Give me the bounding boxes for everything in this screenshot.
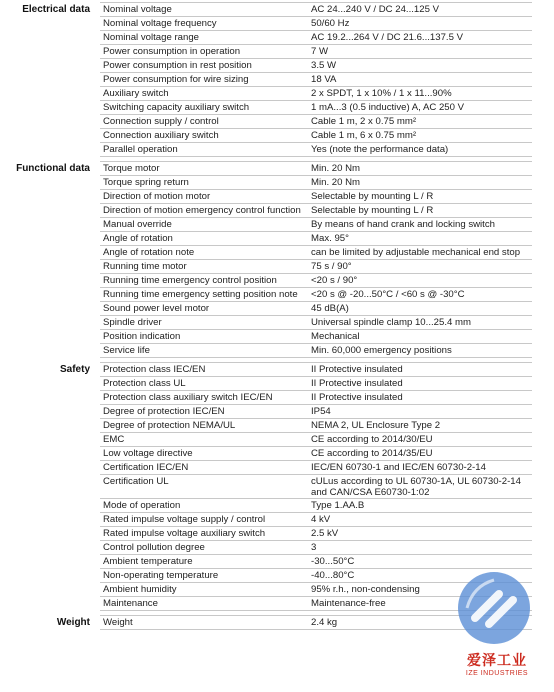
spec-label: EMC xyxy=(103,434,125,445)
spec-value: II Protective insulated xyxy=(311,364,403,375)
spec-label: Protection class IEC/EN xyxy=(103,364,206,375)
spec-label: Rated impulse voltage auxiliary switch xyxy=(103,528,266,539)
spec-value: 1 mA...3 (0.5 inductive) A, AC 250 V xyxy=(311,102,465,113)
spec-value: can be limited by adjustable mechanical end stop xyxy=(311,247,521,258)
watermark-brand-cn: 爱泽工业 xyxy=(467,652,527,668)
spec-value: Min. 60,000 emergency positions xyxy=(311,345,452,356)
spec-value: Min. 20 Nm xyxy=(311,163,361,174)
spec-label: Angle of rotation note xyxy=(103,247,195,258)
spec-value: 4 kV xyxy=(311,514,331,525)
spec-value: AC 19.2...264 V / DC 21.6...137.5 V xyxy=(311,32,463,43)
spec-row xyxy=(100,87,532,101)
spec-section xyxy=(0,2,554,157)
spec-label: Connection auxiliary switch xyxy=(103,130,219,141)
spec-label: Maintenance xyxy=(103,598,158,609)
spec-value: Selectable by mounting L / R xyxy=(311,205,434,216)
spec-label: Protection class auxiliary switch IEC/EN xyxy=(103,392,273,403)
spec-value: 2 x SPDT, 1 x 10% / 1 x 11...90% xyxy=(311,88,452,99)
spec-label: Running time emergency setting position note xyxy=(103,289,298,300)
spec-label: Connection supply / control xyxy=(103,116,219,127)
spec-row xyxy=(100,461,532,475)
spec-label: Service life xyxy=(103,345,150,356)
section-title: Functional data xyxy=(16,163,90,174)
spec-rows xyxy=(100,2,532,157)
spec-value: Type 1.AA.B xyxy=(311,500,365,511)
spec-row xyxy=(100,2,532,17)
spec-row xyxy=(100,447,532,461)
spec-value: 2.5 kV xyxy=(311,528,339,539)
spec-label: Direction of motion motor xyxy=(103,191,211,202)
spec-value: II Protective insulated xyxy=(311,378,403,389)
spec-row xyxy=(100,129,532,143)
spec-value: Max. 95° xyxy=(311,233,349,244)
spec-label: Parallel operation xyxy=(103,144,178,155)
spec-value: 7 W xyxy=(311,46,329,57)
spec-value: <20 s / 90° xyxy=(311,275,358,286)
spec-row xyxy=(100,362,532,377)
spec-label: Non-operating temperature xyxy=(103,570,219,581)
spec-label: Mode of operation xyxy=(103,500,181,511)
spec-value: Cable 1 m, 2 x 0.75 mm² xyxy=(311,116,417,127)
spec-row xyxy=(100,101,532,115)
spec-value: AC 24...240 V / DC 24...125 V xyxy=(311,4,439,15)
spec-label: Nominal voltage xyxy=(103,4,172,15)
spec-label: Protection class UL xyxy=(103,378,186,389)
spec-label: Weight xyxy=(103,617,133,628)
spec-row xyxy=(100,190,532,204)
spec-value: CE according to 2014/35/EU xyxy=(311,448,433,459)
spec-label: Ambient temperature xyxy=(103,556,193,567)
spec-row xyxy=(100,204,532,218)
spec-value: -30...50°C xyxy=(311,556,355,567)
spec-value: 50/60 Hz xyxy=(311,18,350,29)
spec-value: 3 xyxy=(311,542,317,553)
spec-value: -40...80°C xyxy=(311,570,355,581)
spec-label: Certification UL xyxy=(103,476,169,487)
section-title: Weight xyxy=(56,617,90,628)
spec-label: Manual override xyxy=(103,219,172,230)
spec-sheet xyxy=(0,2,554,630)
spec-label: Certification IEC/EN xyxy=(103,462,189,473)
spec-label: Power consumption for wire sizing xyxy=(103,74,249,85)
section-title: Electrical data xyxy=(22,4,90,15)
spec-row xyxy=(100,513,532,527)
spec-value: 75 s / 90° xyxy=(311,261,352,272)
spec-label: Spindle driver xyxy=(103,317,162,328)
spec-row xyxy=(100,302,532,316)
spec-label: Control pollution degree xyxy=(103,542,205,553)
spec-value: Maintenance-free xyxy=(311,598,386,609)
spec-value: By means of hand crank and locking switch xyxy=(311,219,495,230)
spec-row xyxy=(100,260,532,274)
section-title: Safety xyxy=(59,364,90,375)
spec-value: Selectable by mounting L / R xyxy=(311,191,434,202)
watermark-brand-en: IZE INDUSTRIES xyxy=(465,670,529,677)
spec-row xyxy=(100,176,532,190)
spec-value: Yes (note the performance data) xyxy=(311,144,449,155)
spec-row xyxy=(100,391,532,405)
spec-row xyxy=(100,377,532,391)
spec-value: IEC/EN 60730-1 and IEC/EN 60730-2-14 xyxy=(311,462,486,473)
spec-label: Power consumption in operation xyxy=(103,46,241,57)
spec-label: Auxiliary switch xyxy=(103,88,169,99)
spec-row xyxy=(100,143,532,157)
spec-label: Angle of rotation xyxy=(103,233,173,244)
spec-row xyxy=(100,31,532,45)
spec-row xyxy=(100,274,532,288)
spec-value: Cable 1 m, 6 x 0.75 mm² xyxy=(311,130,417,141)
spec-label: Running time emergency control position xyxy=(103,275,277,286)
spec-row xyxy=(100,59,532,73)
spec-label: Running time motor xyxy=(103,261,187,272)
spec-row xyxy=(100,499,532,513)
ize-logo-icon xyxy=(455,568,533,648)
spec-rows xyxy=(100,161,532,358)
spec-row xyxy=(100,45,532,59)
spec-value: II Protective insulated xyxy=(311,392,403,403)
spec-row xyxy=(100,433,532,447)
spec-label: Degree of protection NEMA/UL xyxy=(103,420,236,431)
spec-value: 2.4 kg xyxy=(311,617,338,628)
spec-label: Degree of protection IEC/EN xyxy=(103,406,225,417)
spec-row xyxy=(100,419,532,433)
spec-label: Ambient humidity xyxy=(103,584,177,595)
spec-value: CE according to 2014/30/EU xyxy=(311,434,433,445)
spec-value: <20 s @ -20...50°C / <60 s @ -30°C xyxy=(311,289,465,300)
spec-value: Mechanical xyxy=(311,331,360,342)
spec-label: Torque spring return xyxy=(103,177,189,188)
spec-value: 3.5 W xyxy=(311,60,337,71)
spec-row xyxy=(100,344,532,358)
spec-row xyxy=(100,527,532,541)
spec-label: Sound power level motor xyxy=(103,303,210,314)
spec-label: Power consumption in rest position xyxy=(103,60,252,71)
spec-row xyxy=(100,288,532,302)
spec-value: 18 VA xyxy=(311,74,337,85)
spec-row xyxy=(100,218,532,232)
spec-row xyxy=(100,405,532,419)
spec-label: Position indication xyxy=(103,331,181,342)
spec-row xyxy=(100,17,532,31)
spec-row xyxy=(100,541,532,555)
spec-label: Nominal voltage range xyxy=(103,32,199,43)
spec-row xyxy=(100,161,532,176)
spec-row xyxy=(100,246,532,260)
spec-value: 45 dB(A) xyxy=(311,303,349,314)
spec-value: cULus according to UL 60730-1A, UL 60730-2-14 and CAN/CSA E60730-1:02 xyxy=(311,476,521,498)
spec-value: IP54 xyxy=(311,406,331,417)
spec-value: 95% r.h., non-condensing xyxy=(311,584,420,595)
spec-label: Rated impulse voltage supply / control xyxy=(103,514,266,525)
spec-label: Switching capacity auxiliary switch xyxy=(103,102,250,113)
spec-row xyxy=(100,330,532,344)
spec-row xyxy=(100,115,532,129)
spec-row xyxy=(100,555,532,569)
spec-row xyxy=(100,73,532,87)
spec-label: Direction of motion emergency control function xyxy=(103,205,301,216)
spec-value: Universal spindle clamp 10...25.4 mm xyxy=(311,317,471,328)
spec-row xyxy=(100,316,532,330)
spec-row xyxy=(100,232,532,246)
spec-label: Torque motor xyxy=(103,163,160,174)
spec-value: NEMA 2, UL Enclosure Type 2 xyxy=(311,420,441,431)
spec-row xyxy=(100,475,532,499)
spec-label: Nominal voltage frequency xyxy=(103,18,217,29)
spec-section xyxy=(0,161,554,358)
spec-label: Low voltage directive xyxy=(103,448,193,459)
spec-value: Min. 20 Nm xyxy=(311,177,361,188)
